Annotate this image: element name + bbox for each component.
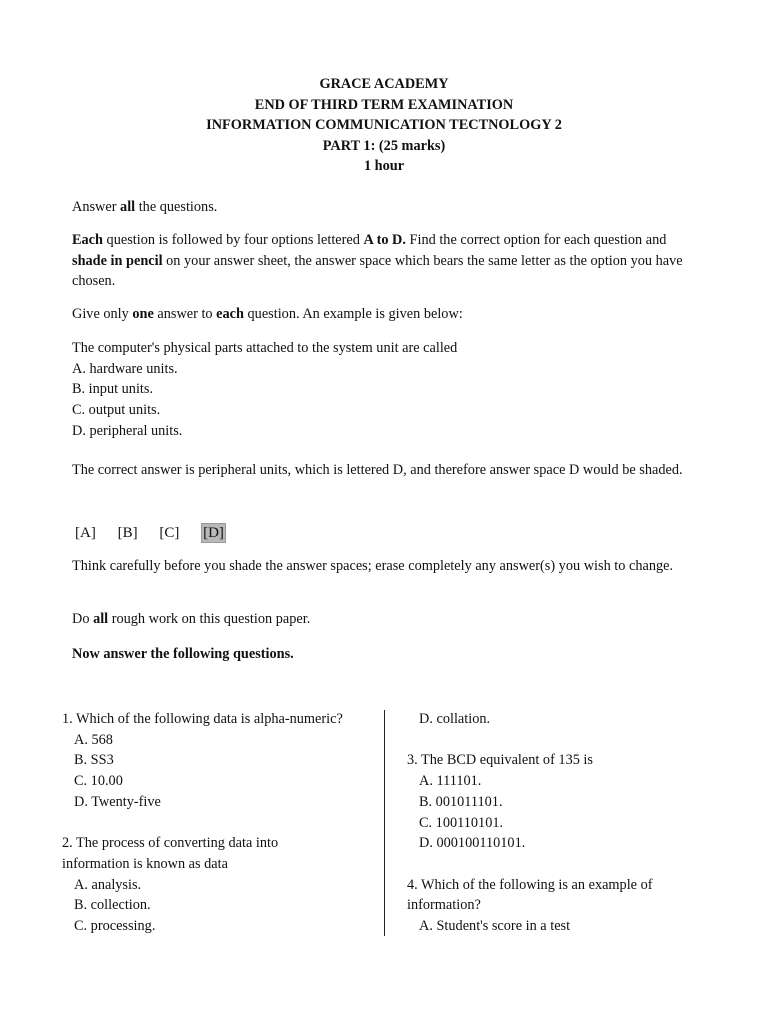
school-name: GRACE ACADEMY [319,76,449,92]
question-stem: information is known as data [62,855,228,872]
question-option: C. processing. [74,918,156,935]
subject-title: INFORMATION COMMUNICATION TECTNOLOGY 2 [206,117,562,134]
question-option: D. Twenty-five [74,793,161,810]
question-1 [62,709,372,813]
answer-space-d-shaded: [D] [203,525,224,541]
question-option: B. collection. [74,897,151,914]
instruction-one-answer: Give only one answer to each question. An example is given below: [72,306,463,322]
question-option: B. 001011101. [419,793,503,810]
questions-left-column [62,709,372,937]
instruction-answer-all: Answer all the questions. [72,199,218,215]
instruction-now-answer: Now answer the following questions. [72,646,294,662]
example-option: C. output units. [72,402,161,419]
question-option: A. Student's score in a test [419,918,571,934]
instruction-options: Each question is followed by four options lettered A to D. Find the correct option for each question and shade in pencil on your answer sheet, the answer space which bears the same letter as the option you have chosen. [72,232,683,290]
example-explanation: The correct answer is peripheral units, which is lettered D, and therefore answer space D would be shaded. [72,462,683,478]
example-option: A. hardware units. [72,360,178,377]
part-marks: PART 1: (25 marks) [322,137,446,154]
exam-header [0,74,768,177]
example-option: B. input units. [72,381,154,398]
question-2 [62,833,372,937]
example-question [72,338,702,442]
duration: 1 hour [363,158,405,175]
question-option: C. 100110101. [419,814,504,831]
exam-title: END OF THIRD TERM EXAMINATION [254,96,514,113]
answer-space-c: [C] [159,525,180,541]
question-option: B. SS3 [74,752,114,769]
question-stem: 2. The process of converting data into [62,835,279,852]
column-divider [384,710,385,936]
example-stem: The computer's physical parts attached to the system unit are called [72,340,458,356]
instruction-rough-work: Do all rough work on this question paper. [72,611,311,627]
question-stem: information? [407,897,481,914]
questions-right-column [407,709,717,937]
question-option: A. 568 [74,731,113,748]
example-option: D. peripheral units. [72,422,183,439]
question-4 [407,875,717,937]
question-option: D. collation. [419,711,491,727]
question-option: A. 111101. [419,773,482,790]
question-stem: 3. The BCD equivalent of 135 is [407,752,593,769]
answer-space-a: [A] [75,525,96,541]
answer-space-b: [B] [117,525,138,541]
instruction-think-carefully: Think carefully before you shade the answer spaces; erase completely any answer(s) you wish to change. [72,558,674,574]
question-stem: 1. Which of the following data is alpha-numeric? [62,711,343,727]
answer-space-row [75,523,244,544]
question-stem: 4. Which of the following is an example of [407,876,653,893]
question-option: D. 000100110101. [419,835,526,852]
question-option: A. analysis. [74,876,142,893]
question-3 [407,750,717,854]
question-option: C. 10.00 [74,773,123,790]
